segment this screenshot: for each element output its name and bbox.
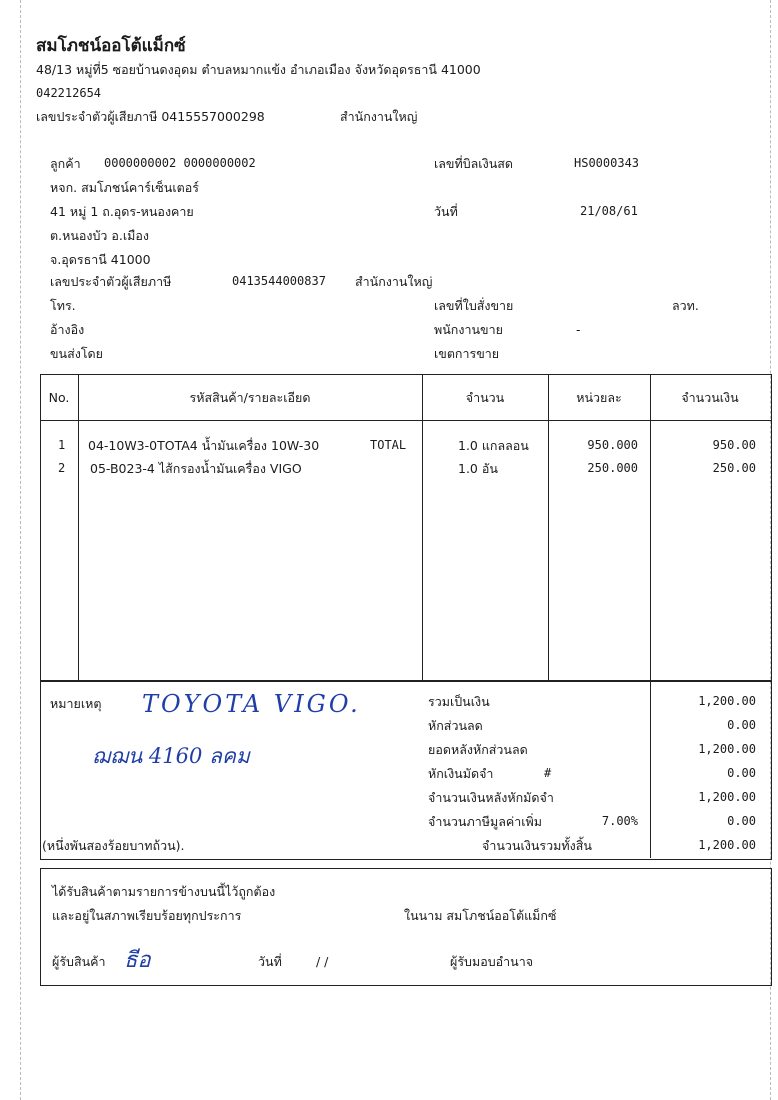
after-deposit-label: จำนวนเงินหลังหักมัดจำ [428,790,554,805]
col-divider-qty [548,374,549,680]
shipping-label: ขนส่งโดย [50,346,103,361]
grand-total-label: จำนวนเงินรวมทั้งสิ้น [482,838,592,853]
row-unit-price: 950.000 [587,438,638,452]
row-description: 05-B023-4 ไส้กรองน้ำมันเครื่อง VIGO [90,461,302,476]
row-amount: 250.00 [712,461,756,475]
row-amount: 950.00 [712,438,756,452]
customer-address-3: จ.อุดรธานี 41000 [50,252,151,267]
receipt-date-label: วันที่ [258,954,282,969]
header-quantity: จำนวน [465,390,505,405]
col-divider-unit [650,374,651,680]
ack-line-2: และอยู่ในสภาพเรียบร้อยทุกประการ [52,908,242,923]
receiver-signature: ธีอ [124,948,151,973]
customer-address-1: 41 หมู่ 1 ถ.อุดร-หนองคาย [50,204,194,219]
bill-no: HS0000343 [574,156,640,170]
receipt-date-value: / / [316,954,329,969]
amount-in-words: (หนึ่งพันสองร้อยบาทถ้วน). [42,838,185,853]
row-description: 04-10W3-0TOTA4 น้ำมันเครื่อง 10W-30 [88,438,320,453]
company-phone: 042212654 [36,86,102,100]
scan-edge-left [20,0,21,1100]
receiver-label: ผู้รับสินค้า [52,954,106,969]
vat-label: จำนวนภาษีมูลค่าเพิ่ม [428,814,542,829]
after-discount-label: ยอดหลังหักส่วนลด [428,742,528,757]
col-divider-no [78,374,79,680]
row-quantity: 1.0 อัน [458,461,498,476]
customer-tax-id: 0413544000837 [232,274,326,288]
authorized-person-label: ผู้รับมอบอำนาจ [450,954,534,969]
items-header-divider [40,420,771,421]
row-quantity: 1.0 แกลลอน [458,438,529,453]
customer-label: ลูกค้า [50,156,81,171]
row-unit-price: 250.000 [587,461,638,475]
after-discount-value: 1,200.00 [698,742,756,756]
ack-line-1: ได้รับสินค้าตามรายการข้างบนนี้ไว้ถูกต้อง [52,884,276,899]
deposit-value: 0.00 [727,766,756,780]
header-description: รหัสสินค้า/รายละเอียด [189,390,311,405]
customer-code: 0000000002 0000000002 [104,156,256,170]
bill-no-label: เลขที่บิลเงินสด [434,156,513,171]
subtotal-value: 1,200.00 [698,694,756,708]
phone-label: โทร. [50,298,76,313]
handwritten-vehicle-note: TOYOTA VIGO. [142,690,361,718]
salesperson-label: พนักงานขาย [434,322,503,337]
col-divider-desc [422,374,423,680]
bill-date: 21/08/61 [580,204,638,218]
company-branch: สำนักงานใหญ่ [340,109,418,124]
header-amount: จำนวนเงิน [681,390,739,405]
subtotal-label: รวมเป็นเงิน [428,694,490,709]
remarks-label: หมายเหตุ [50,696,102,711]
sales-order-value: ลวท. [672,298,699,313]
after-deposit-value: 1,200.00 [698,790,756,804]
customer-tax-label: เลขประจำตัวผู้เสียภาษี [50,274,172,289]
grand-total-value: 1,200.00 [698,838,756,852]
row-brand: TOTAL [370,438,407,452]
vat-rate: 7.00% [601,814,638,828]
discount-label: หักส่วนลด [428,718,483,733]
row-no: 1 [58,438,66,452]
deposit-label: หักเงินมัดจำ [428,766,494,781]
on-behalf-of: ในนาม สมโภชน์ออโต้แม็กซ์ [404,908,557,923]
bill-date-label: วันที่ [434,204,458,219]
discount-value: 0.00 [727,718,756,732]
header-no: No. [48,390,70,405]
row-no: 2 [58,461,66,475]
reference-label: อ้างอิง [50,322,85,337]
company-address: 48/13 หมู่ที่5 ซอยบ้านดงอุดม ตำบลหมากแข้ง อำเภอเมือง จังหวัดอุดรธานี 41000 [36,62,481,77]
salesperson-value: - [576,322,581,337]
customer-name: หจก. สมโภชน์คาร์เซ็นเตอร์ [50,180,199,195]
handwritten-plate-note: ฌฌน 4160 ลคม [92,744,250,768]
customer-address-2: ต.หนองบัว อ.เมือง [50,228,150,243]
deposit-mark: # [544,766,552,780]
company-tax-id: เลขประจำตัวผู้เสียภาษี 0415557000298 [36,109,265,124]
customer-branch: สำนักงานใหญ่ [355,274,433,289]
vat-value: 0.00 [727,814,756,828]
summary-divider [650,680,651,858]
company-name: สมโภชน์ออโต้แม็กซ์ [36,36,186,56]
sales-order-label: เลขที่ใบสั่งขาย [434,298,514,313]
header-unit-price: หน่วยละ [576,390,622,405]
sales-zone-label: เขตการขาย [434,346,500,361]
